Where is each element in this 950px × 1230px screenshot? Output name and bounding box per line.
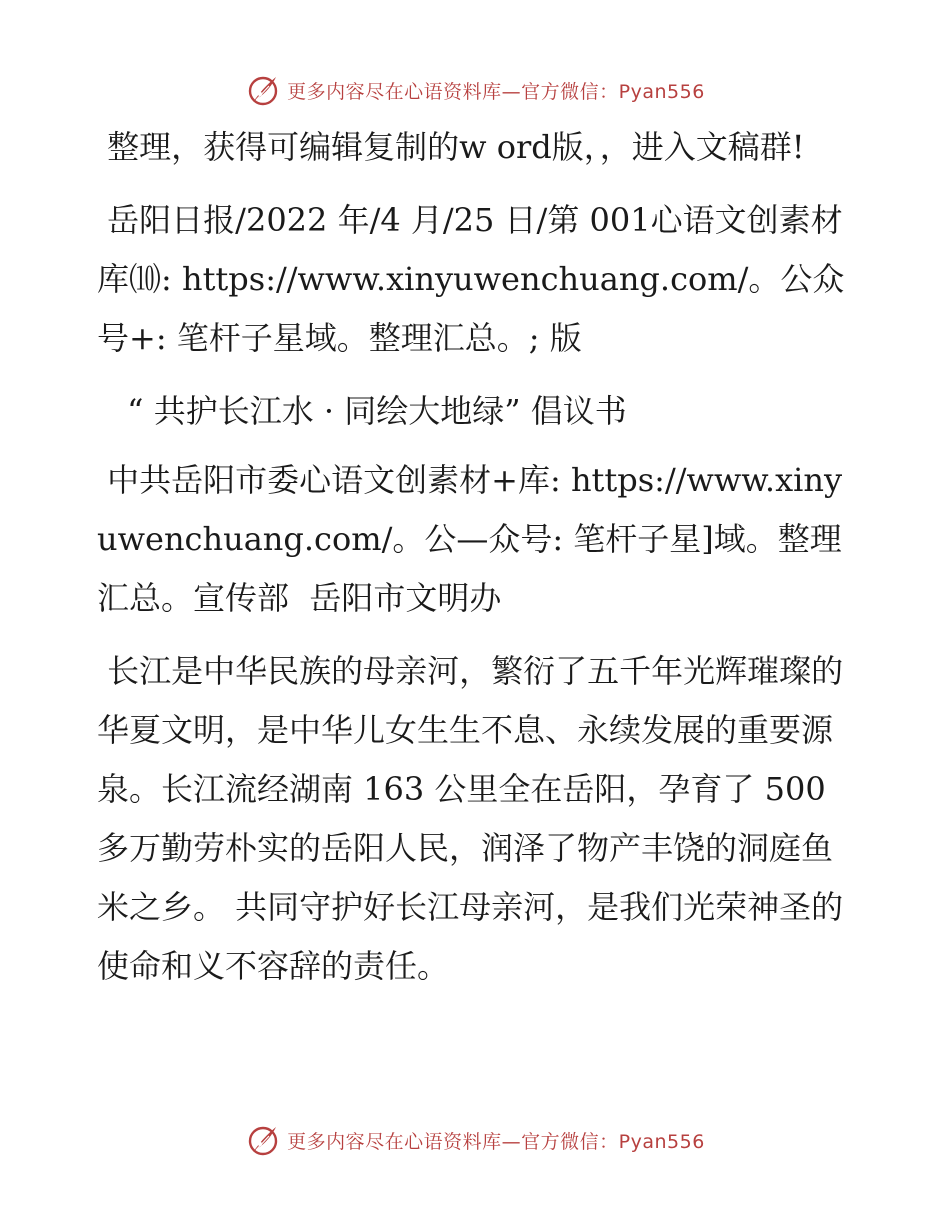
- footer-wechat-id: 官方微信：Pyan556: [521, 1130, 705, 1153]
- footer-separator: —: [501, 1130, 522, 1153]
- footer-banner-text: [287, 1127, 705, 1154]
- page-footer-banner: [0, 1118, 950, 1162]
- page-header-banner: [0, 68, 950, 112]
- footer-site-name: 更多内容尽在心语资料库: [287, 1130, 502, 1153]
- paragraph-source-info: 岳阳日报/2022 年/4 月/25 日/第 001心语文创素材库⑽: https://www.xinyuwenchuang.com/。公众号+: 笔杆子星域。整理汇总。; 版: [97, 201, 845, 357]
- document-title: “ 共护长江水 · 同绘大地绿” 倡议书: [117, 392, 627, 430]
- paragraph-issuer: 中共岳阳市委心语文创素材+库: https://www.xinyuwenchuang.com/。公—众号: 笔杆子星]域。整理汇总。宣传部 岳阳市文明办: [97, 461, 843, 617]
- header-site-name: 更多内容尽在心语资料库: [287, 80, 502, 103]
- header-wechat-id: 官方微信：Pyan556: [521, 80, 705, 103]
- document-body: [97, 118, 857, 1010]
- header-separator: —: [501, 80, 522, 103]
- paragraph-edit-notice: 整理，获得可编辑复制的w ord版，，进入文稿群!: [97, 128, 805, 166]
- feather-pen-logo-icon: [245, 72, 281, 108]
- header-banner-text: [287, 77, 705, 104]
- feather-pen-logo-icon: [245, 1122, 281, 1158]
- paragraph-main-body: 长江是中华民族的母亲河，繁衍了五千年光辉璀璨的华夏文明，是中华儿女生生不息、永续发展的重要源泉。长江流经湖南 163 公里全在岳阳，孕育了 500 多万勤劳朴实的岳阳人民，润泽了物产丰饶的洞庭鱼米之乡。 共同守护好长江母亲河，是我们光荣神圣的使命和义不容辞的责任。: [97, 652, 844, 985]
